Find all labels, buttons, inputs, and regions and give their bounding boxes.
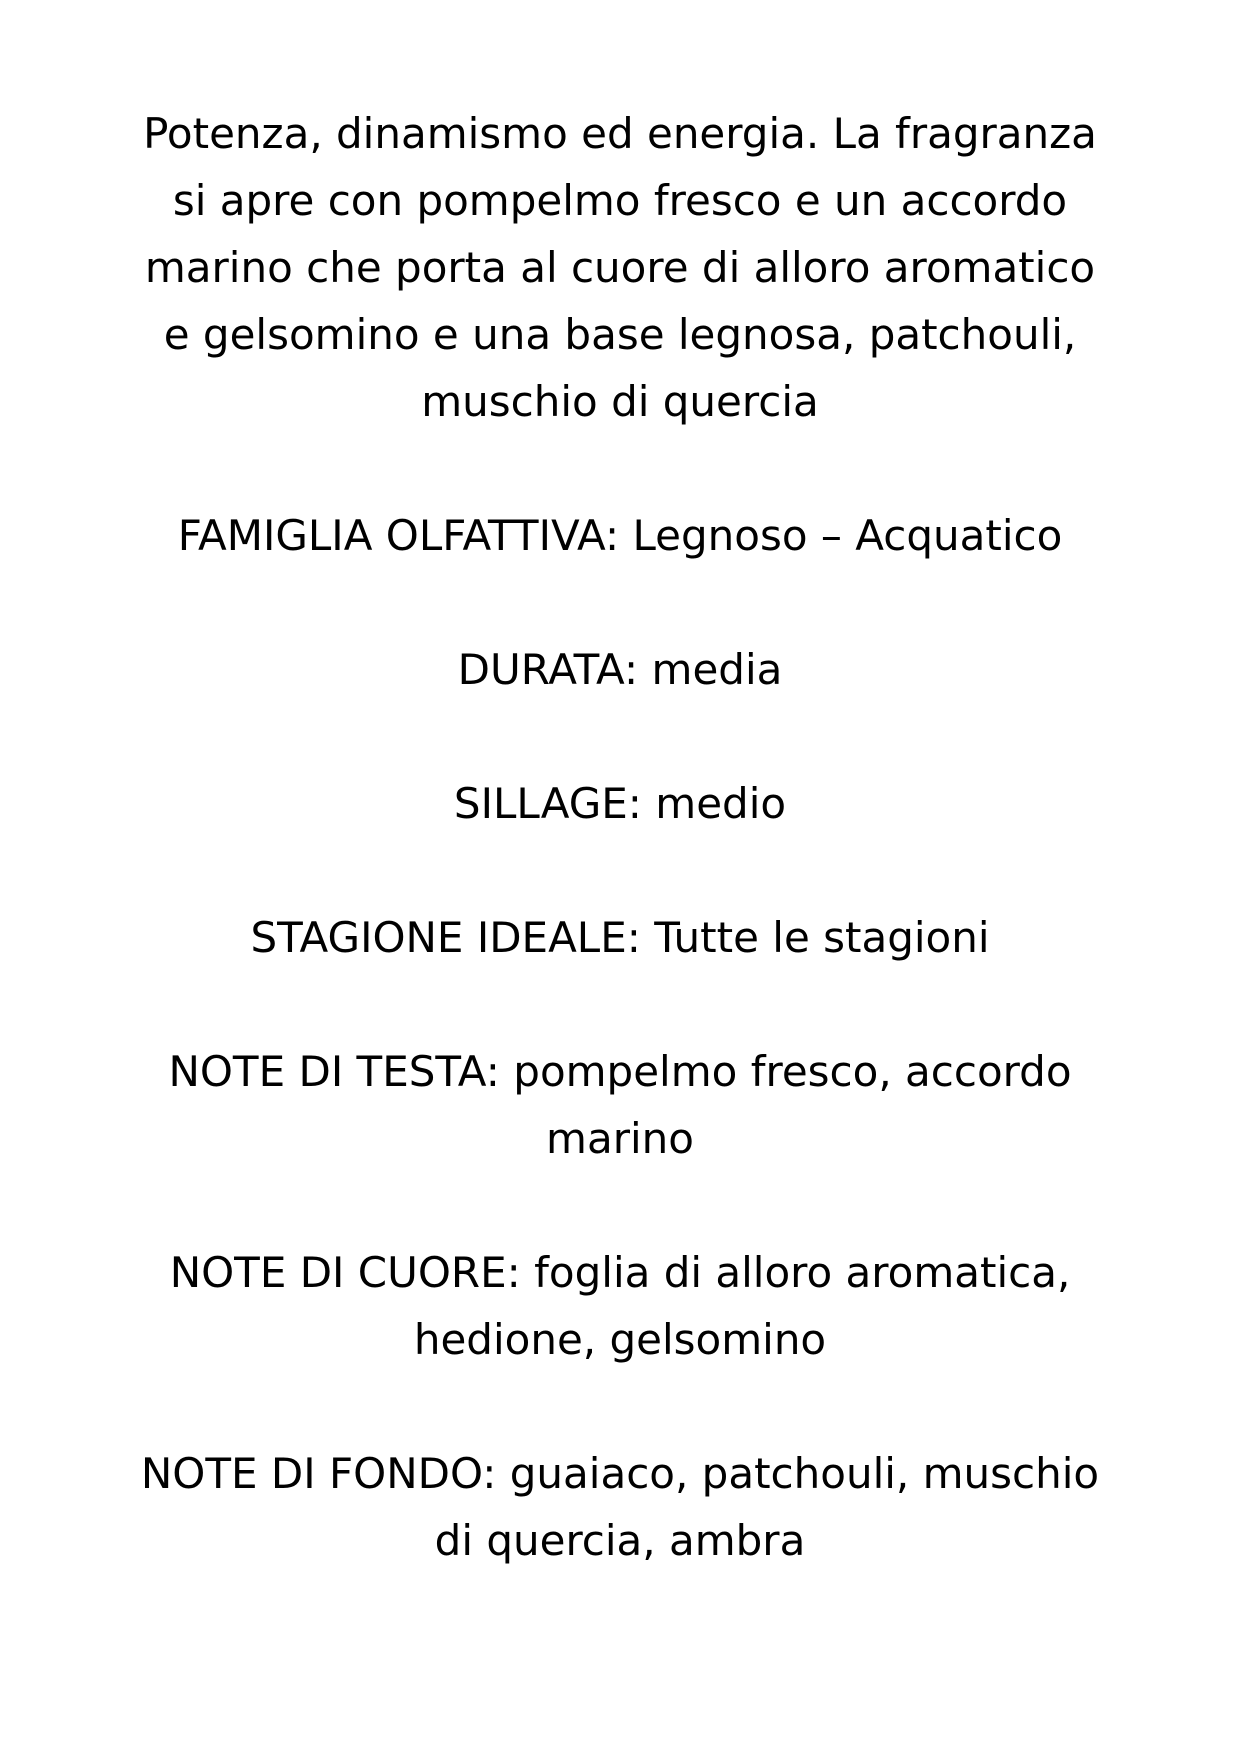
note-di-testa: [0, 1038, 1240, 1172]
text-line: marino: [546, 1114, 694, 1163]
sillage: [0, 770, 1240, 837]
text-line: muschio di quercia: [421, 377, 819, 426]
text-line: NOTE DI TESTA: pompelmo fresco, accordo: [168, 1047, 1072, 1096]
famiglia-olfattiva: [0, 502, 1240, 569]
text-line: FAMIGLIA OLFATTIVA: Legnoso – Acquatico: [177, 511, 1063, 560]
text-line: marino che porta al cuore di alloro aromatico: [144, 243, 1096, 292]
text-line: hedione, gelsomino: [413, 1315, 827, 1364]
text-line: SILLAGE: medio: [453, 779, 787, 828]
text-line: si apre con pompelmo fresco e un accordo: [172, 176, 1068, 225]
intro-paragraph: [0, 100, 1240, 435]
text-line: e gelsomino e una base legnosa, patchouli,: [163, 310, 1077, 359]
text-line: NOTE DI CUORE: foglia di alloro aromatica,: [169, 1248, 1071, 1297]
note-di-fondo: [0, 1440, 1240, 1574]
text-line: di quercia, ambra: [434, 1516, 806, 1565]
text-line: NOTE DI FONDO: guaiaco, patchouli, muschio: [140, 1449, 1100, 1498]
text-line: STAGIONE IDEALE: Tutte le stagioni: [250, 913, 990, 962]
stagione-ideale: [0, 904, 1240, 971]
note-di-cuore: [0, 1239, 1240, 1373]
text-line: Potenza, dinamismo ed energia. La fragranza: [143, 109, 1097, 158]
durata: [0, 636, 1240, 703]
text-line: DURATA: media: [457, 645, 783, 694]
